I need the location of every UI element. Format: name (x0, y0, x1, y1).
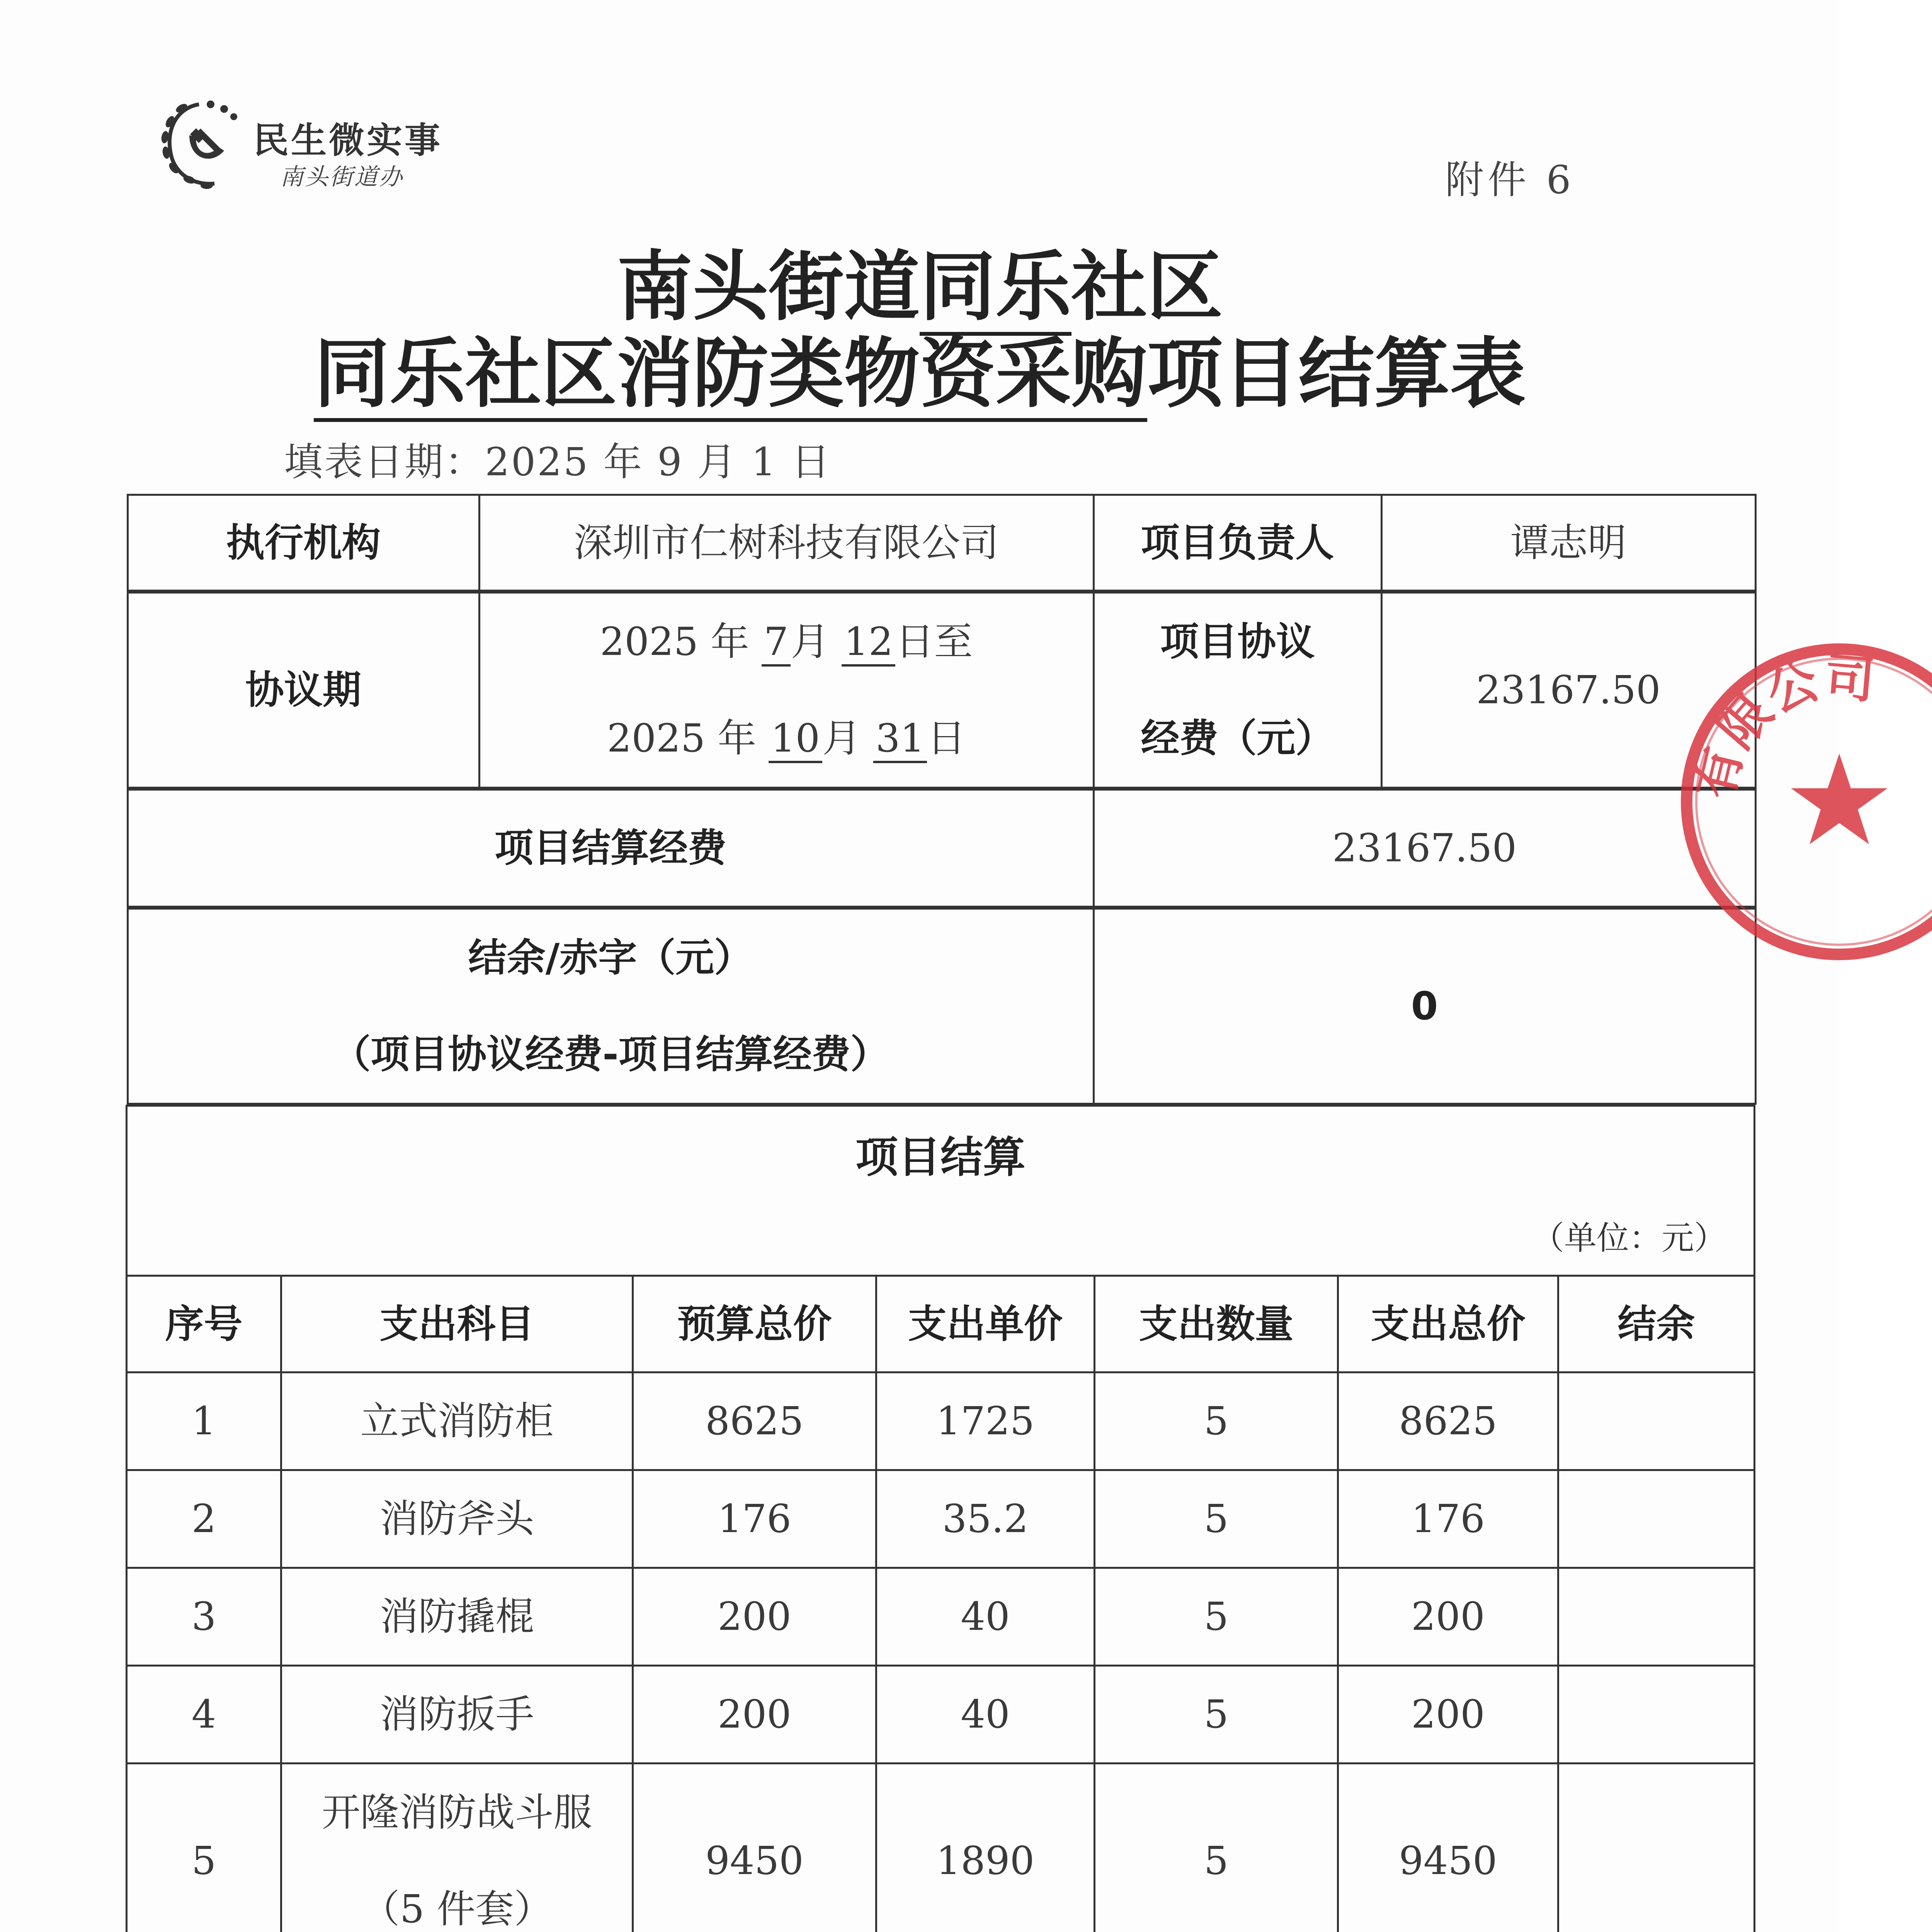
header-budget: 预算总价 (633, 1276, 876, 1372)
row-budget: 200 (633, 1568, 876, 1666)
title-rest-part: 项目结算表 (1147, 330, 1526, 418)
header-unit-price: 支出单价 (876, 1276, 1095, 1372)
row-qty: 5 (1095, 1568, 1338, 1666)
party-emblem-icon (153, 93, 249, 197)
period-value (479, 593, 1094, 788)
row-item: 消防斧头 (281, 1470, 633, 1568)
row-total: 176 (1338, 1470, 1558, 1568)
period-label: 协议期 (128, 593, 479, 788)
header-balance: 结余 (1558, 1276, 1755, 1372)
header-item: 支出科目 (281, 1276, 633, 1372)
title-underlined-part: 同乐社区消防类物资采购 (314, 330, 1147, 422)
row-item: 立式消防柜 (281, 1372, 633, 1470)
seal-star-icon (1791, 753, 1888, 844)
row-unit-price: 1890 (876, 1764, 1095, 1932)
header-row (127, 1276, 1755, 1372)
header-qty: 支出数量 (1095, 1276, 1338, 1372)
row-total: 200 (1338, 1568, 1558, 1666)
row-unit-price: 1725 (876, 1372, 1095, 1470)
logo-title: 民生微实事 (253, 119, 443, 161)
main-table (126, 494, 1755, 1932)
row-item: 消防撬棍 (281, 1568, 633, 1666)
unit-note: （单位：元） (1532, 1219, 1727, 1257)
balance-value: 0 (1094, 909, 1755, 1104)
row-budget: 200 (633, 1666, 876, 1764)
title-line-1: 南头街道同乐社区 (0, 226, 1840, 335)
row-item: 开隆消防战斗服 （5 件套） (281, 1764, 633, 1932)
executor-value: 深圳市仁树科技有限公司 (479, 495, 1094, 591)
attachment-label: 附件 6 (1445, 157, 1575, 202)
svg-text:有限公司 (1684, 647, 1877, 804)
row-no: 4 (127, 1666, 281, 1764)
row-qty: 5 (1095, 1372, 1338, 1470)
row-unit-price: 40 (876, 1666, 1095, 1764)
row-balance (1558, 1470, 1755, 1568)
table-row (127, 1372, 1755, 1470)
logo (153, 89, 469, 205)
period-start: 2025 年 7月 12日至 (480, 594, 1093, 690)
executor-label: 执行机构 (128, 495, 479, 591)
row-unit-price: 40 (876, 1568, 1095, 1666)
row-budget: 9450 (633, 1764, 876, 1932)
title-line-2 (0, 313, 1840, 422)
agreed-fee-label: 项目协议 经费（元） (1094, 593, 1381, 788)
row-balance (1558, 1764, 1755, 1932)
balance-row (127, 908, 1755, 1106)
section-heading: 项目结算 (855, 1133, 1026, 1182)
balance-label: 结余/赤字（元） （项目协议经费-项目结算经费） (128, 909, 1094, 1104)
row-qty: 5 (1095, 1764, 1338, 1932)
logo-subtitle: 南头街道办 (280, 163, 404, 190)
row-balance (1558, 1372, 1755, 1470)
table-row (127, 1764, 1755, 1932)
row-balance (1558, 1568, 1755, 1666)
table-row (127, 1666, 1755, 1764)
leader-label: 项目负责人 (1094, 495, 1381, 591)
period-end: 2025 年 10月 31日 (480, 690, 1093, 787)
row-item: 消防扳手 (281, 1666, 633, 1764)
company-seal (1679, 641, 1932, 962)
row-total: 200 (1338, 1666, 1558, 1764)
settlement-fee-row (127, 789, 1755, 908)
row-no: 1 (127, 1372, 281, 1470)
table-row (127, 1470, 1755, 1568)
row-unit-price: 35.2 (876, 1470, 1095, 1568)
table-row (127, 1568, 1755, 1666)
row-balance (1558, 1666, 1755, 1764)
row-qty: 5 (1095, 1666, 1338, 1764)
row-qty: 5 (1095, 1470, 1338, 1568)
period-row (127, 592, 1755, 789)
row-budget: 8625 (633, 1372, 876, 1470)
header-no: 序号 (127, 1276, 281, 1372)
header-total: 支出总价 (1338, 1276, 1558, 1372)
settlement-fee-value: 23167.50 (1094, 790, 1755, 907)
leader-value: 谭志明 (1381, 495, 1755, 591)
row-no: 2 (127, 1470, 281, 1568)
fill-date: 填表日期：2025 年 9 月 1 日 (284, 439, 832, 485)
row-no: 3 (127, 1568, 281, 1666)
seal-text: 有限公司 (1684, 646, 1878, 804)
settlement-fee-label: 项目结算经费 (128, 790, 1094, 907)
agreed-fee-value: 23167.50 (1381, 593, 1755, 788)
section-heading-row (127, 1106, 1755, 1276)
row-budget: 176 (633, 1470, 876, 1568)
row-no: 5 (127, 1764, 281, 1932)
row-total: 8625 (1338, 1372, 1558, 1470)
executor-row (127, 494, 1755, 592)
row-total: 9450 (1338, 1764, 1558, 1932)
